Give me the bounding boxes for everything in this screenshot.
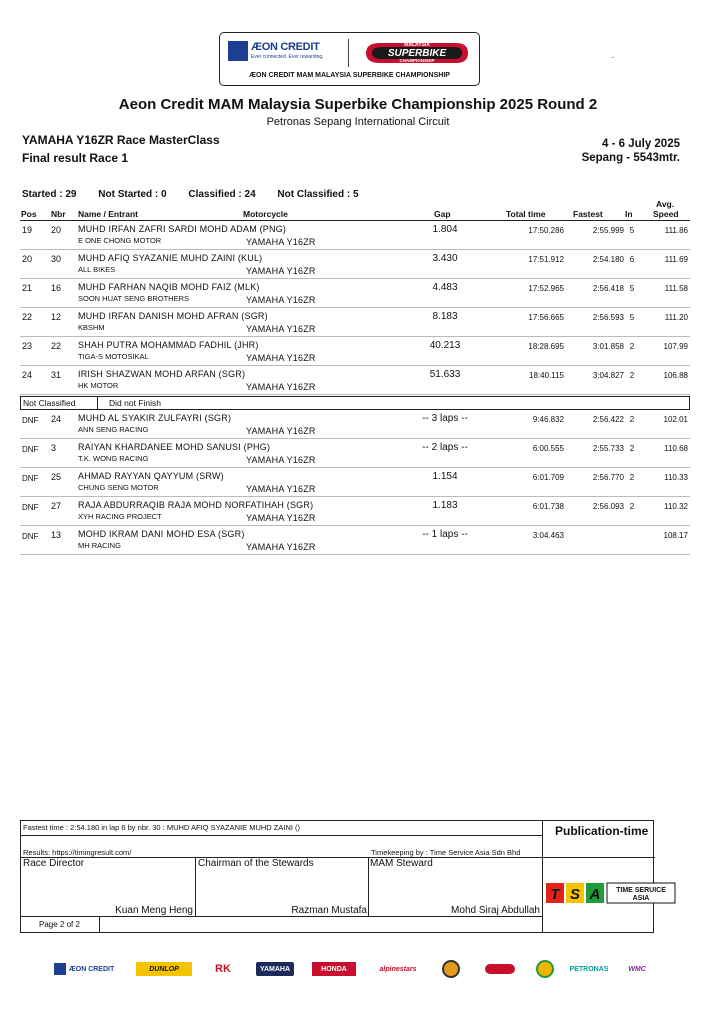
- col-gap: Gap: [434, 209, 451, 219]
- cell-fastest: 2:56.593: [592, 313, 624, 322]
- cell-total-time: 18:28.695: [528, 342, 564, 351]
- footer-divider: [99, 916, 100, 933]
- cell-motorcycle: YAMAHA Y16ZR: [246, 237, 316, 247]
- cell-avg-speed: 110.33: [664, 473, 688, 482]
- cell-fastest: 2:55.733: [592, 444, 624, 453]
- cell-gap: 4.483: [432, 282, 458, 293]
- cell-in-lap: 2: [629, 502, 635, 511]
- cell-entrant: MH RACING: [78, 541, 121, 550]
- cell-total-time: 17:50.286: [528, 226, 564, 235]
- cell-entrant: SOON HUAT SENG BROTHERS: [78, 294, 189, 303]
- footer-divider: [195, 857, 196, 916]
- cell-total-time: 6:00.555: [532, 444, 564, 453]
- cell-nbr: 20: [51, 225, 62, 235]
- svg-text:S: S: [569, 886, 581, 903]
- cell-pos: 23: [22, 341, 33, 351]
- cell-total-time: 17:56.665: [528, 313, 564, 322]
- cell-pos: DNF: [22, 445, 39, 454]
- cell-gap: 1.154: [432, 471, 458, 482]
- table-row: [20, 221, 690, 250]
- cell-fastest: 2:56.418: [592, 284, 624, 293]
- cell-pos: 22: [22, 312, 33, 322]
- publication-time-label: Publication-time: [555, 824, 649, 838]
- sponsor-yamaha-logo: YAMAHA: [256, 962, 294, 976]
- cell-total-time: 6:01.709: [532, 473, 564, 482]
- superbike-logo-icon: [360, 39, 472, 67]
- role-race-director: Race Director: [23, 858, 85, 869]
- sponsor-badge-icon: [440, 962, 462, 976]
- logo-divider: [348, 39, 349, 67]
- cell-entrant: E ONE CHONG MOTOR: [78, 236, 162, 245]
- not-classified-band: [20, 396, 690, 410]
- cell-nbr: 25: [51, 472, 62, 482]
- cell-nbr: 3: [51, 443, 57, 453]
- cell-avg-speed: 102.01: [663, 415, 688, 424]
- cell-entrant: XYH RACING PROJECT: [78, 512, 162, 521]
- sponsor-dunlop-logo: DUNLOP: [136, 962, 192, 976]
- cell-pos: 19: [22, 225, 33, 235]
- cell-motorcycle: YAMAHA Y16ZR: [246, 324, 316, 334]
- publication-time-box: [542, 821, 654, 857]
- cell-total-time: 3:04.463: [532, 531, 564, 540]
- cell-avg-speed: 110.68: [664, 444, 688, 453]
- cell-motorcycle: YAMAHA Y16ZR: [246, 353, 316, 363]
- cell-rider-name: AHMAD RAYYAN QAYYUM (SRW): [78, 471, 224, 481]
- table-row: [20, 497, 690, 526]
- col-fastest: Fastest: [573, 209, 603, 219]
- cell-motorcycle: YAMAHA Y16ZR: [246, 295, 316, 305]
- footer-rule: [21, 835, 542, 836]
- svg-text:SUPERBIKE: SUPERBIKE: [387, 48, 447, 59]
- cell-fastest: 2:55.999: [592, 226, 624, 235]
- cell-avg-speed: 111.58: [664, 284, 688, 293]
- cell-entrant: ANN SENG RACING: [78, 425, 149, 434]
- footer-rule: [21, 857, 655, 858]
- sig-race-director: Kuan Meng Heng: [115, 905, 193, 916]
- cell-rider-name: RAJA ABDURRAQIB RAJA MOHD NORFATIHAH (SGR): [78, 500, 314, 510]
- cell-nbr: 30: [51, 254, 62, 264]
- cell-rider-name: SHAH PUTRA MOHAMMAD FADHIL (JHR): [78, 340, 259, 350]
- cell-avg-speed: 107.99: [663, 342, 688, 351]
- table-row: [20, 337, 690, 366]
- svg-text:TIME SERUICE: TIME SERUICE: [616, 887, 666, 894]
- table-row: [20, 308, 690, 337]
- cell-pos: DNF: [22, 474, 39, 483]
- cell-in-lap: 5: [629, 226, 635, 235]
- results-table-header: [20, 199, 690, 221]
- svg-text:T: T: [550, 886, 560, 903]
- cell-motorcycle: YAMAHA Y16ZR: [246, 266, 316, 276]
- cell-gap: -- 1 laps --: [422, 529, 468, 540]
- col-speed: Speed: [653, 209, 679, 219]
- stat-started: Started : 29: [22, 189, 77, 200]
- cell-entrant: KBSHM: [78, 323, 105, 332]
- cell-total-time: 17:51.912: [528, 255, 564, 264]
- page-number: Page 2 of 2: [39, 920, 80, 929]
- cell-rider-name: MUHD FARHAN NAQIB MOHD FAIZ (MLK): [78, 282, 260, 292]
- table-row: [20, 366, 690, 395]
- cell-in-lap: 6: [629, 255, 635, 264]
- sponsor-emblem-icon: [482, 962, 518, 976]
- cell-in-lap: 2: [629, 473, 635, 482]
- cell-fastest: 3:04.827: [592, 371, 624, 380]
- cell-motorcycle: YAMAHA Y16ZR: [246, 542, 316, 552]
- header-mark: [612, 57, 614, 58]
- footer-rule: [21, 916, 542, 917]
- sponsor-aeon-logo: ÆON CREDIT: [50, 962, 118, 976]
- svg-text:A: A: [589, 886, 601, 903]
- sponsor-alpinestars-logo: alpinestars: [379, 965, 417, 973]
- col-in: In: [625, 209, 633, 219]
- cell-in-lap: 2: [629, 415, 635, 424]
- cell-fastest: 2:54.180: [592, 255, 624, 264]
- cell-gap: -- 3 laps --: [422, 413, 468, 424]
- footer-divider: [542, 857, 543, 933]
- table-row: [20, 279, 690, 308]
- cell-motorcycle: YAMAHA Y16ZR: [246, 455, 316, 465]
- role-chairman: Chairman of the Stewards: [198, 858, 314, 869]
- timekeeping-note: Timekeeping by : Time Service Asia Sdn Bhd: [371, 848, 521, 857]
- cell-motorcycle: YAMAHA Y16ZR: [246, 513, 316, 523]
- cell-gap: 1.183: [432, 500, 458, 511]
- cell-nbr: 27: [51, 501, 62, 511]
- cell-pos: 24: [22, 370, 33, 380]
- cell-entrant: ALL BIKES: [78, 265, 116, 274]
- cell-nbr: 24: [51, 414, 62, 424]
- cell-gap: 51.633: [429, 369, 461, 380]
- col-total: Total time: [506, 209, 546, 219]
- cell-in-lap: 5: [629, 313, 635, 322]
- cell-pos: DNF: [22, 532, 39, 541]
- footer-box: [20, 820, 654, 933]
- cell-entrant: TIGA-S MOTOSIKAL: [78, 352, 149, 361]
- svg-text:CHAMPIONSHIP: CHAMPIONSHIP: [399, 58, 435, 63]
- cell-gap: 40.213: [429, 340, 461, 351]
- col-avg: Avg.: [656, 199, 675, 209]
- cell-entrant: HK MOTOR: [78, 381, 119, 390]
- table-row: [20, 410, 690, 439]
- sponsor-rk-logo: RK: [215, 963, 231, 975]
- not-classified-divider: [97, 397, 98, 409]
- stat-classified: Classified : 24: [188, 189, 256, 200]
- cell-rider-name: MUHD IRFAN ZAFRI SARDI MOHD ADAM (PNG): [78, 224, 287, 234]
- cell-rider-name: MUHD AL SYAKIR ZULFAYRI (SGR): [78, 413, 232, 423]
- cell-pos: 20: [22, 254, 33, 264]
- cell-avg-speed: 111.86: [664, 226, 688, 235]
- cell-fastest: 2:56.422: [592, 415, 624, 424]
- cell-rider-name: MUHD AFIQ SYAZANIE MUHD ZAINI (KUL): [78, 253, 263, 263]
- cell-gap: 1.804: [432, 224, 458, 235]
- cell-avg-speed: 108.17: [663, 531, 688, 540]
- table-row: [20, 526, 690, 555]
- tsa-logo-icon: [546, 881, 676, 905]
- col-pos: Pos: [21, 209, 37, 219]
- cell-nbr: 13: [51, 530, 62, 540]
- cell-in-lap: 2: [629, 371, 635, 380]
- fastest-time-note: Fastest time : 2:54.180 in lap 6 by nbr. 30 : MUHD AFIQ SYAZANIE MUHD ZAINI (): [23, 823, 301, 832]
- cell-avg-speed: 111.20: [664, 313, 688, 322]
- col-name: Name / Entrant: [78, 209, 138, 219]
- championship-logo: [219, 32, 480, 86]
- cell-gap: -- 2 laps --: [422, 442, 468, 453]
- col-nbr: Nbr: [51, 209, 66, 219]
- event-date: 4 - 6 July 2025: [602, 138, 680, 150]
- cell-motorcycle: YAMAHA Y16ZR: [246, 382, 316, 392]
- aeon-logo-icon: [228, 41, 248, 61]
- cell-rider-name: MUHD IRFAN DANISH MOHD AFRAN (SGR): [78, 311, 268, 321]
- aeon-logo-text: ÆON CREDIT: [251, 41, 320, 53]
- cell-in-lap: 2: [629, 444, 635, 453]
- cell-fastest: 2:56.093: [592, 502, 624, 511]
- cell-nbr: 16: [51, 283, 62, 293]
- cell-fastest: 2:56.770: [592, 473, 624, 482]
- cell-nbr: 31: [51, 370, 62, 380]
- cell-pos: DNF: [22, 416, 39, 425]
- role-steward: MAM Steward: [370, 858, 433, 869]
- aeon-square-icon: [54, 963, 66, 975]
- logo-caption: ÆON CREDIT MAM MALAYSIA SUPERBIKE CHAMPIONSHIP: [249, 72, 450, 79]
- table-row: [20, 439, 690, 468]
- svg-text:MALAYSIA: MALAYSIA: [404, 42, 430, 48]
- cell-total-time: 18:40.115: [529, 371, 564, 380]
- stat-not-classified: Not Classified : 5: [277, 189, 359, 200]
- result-title: Final result Race 1: [22, 151, 129, 165]
- cell-gap: 3.430: [432, 253, 458, 264]
- sponsor-strip: [50, 958, 660, 980]
- sponsor-seal-icon: [534, 962, 556, 976]
- cell-total-time: 9:46.832: [532, 415, 564, 424]
- page-title: Aeon Credit MAM Malaysia Superbike Championship 2025 Round 2: [118, 96, 598, 113]
- svg-text:ASIA: ASIA: [632, 895, 650, 902]
- cell-total-time: 17:52.965: [528, 284, 564, 293]
- cell-rider-name: MOHD IKRAM DANI MOHD ESA (SGR): [78, 529, 245, 539]
- sponsor-honda-logo: HONDA: [312, 962, 356, 976]
- circuit-name: Petronas Sepang International Circuit: [266, 116, 450, 128]
- sponsor-wmc-logo: WMC: [628, 965, 646, 973]
- footer-divider: [368, 857, 369, 916]
- cell-avg-speed: 111.69: [664, 255, 688, 264]
- cell-pos: 21: [22, 283, 33, 293]
- cell-in-lap: 2: [629, 342, 635, 351]
- sig-chairman: Razman Mustafa: [291, 905, 367, 916]
- table-row: [20, 250, 690, 279]
- cell-motorcycle: YAMAHA Y16ZR: [246, 484, 316, 494]
- cell-rider-name: RAIYAN KHARDANEE MOHD SANUSI (PHG): [78, 442, 271, 452]
- cell-nbr: 12: [51, 312, 62, 322]
- sponsor-petronas-logo: PETRONAS: [569, 965, 609, 973]
- cell-avg-speed: 110.32: [664, 502, 688, 511]
- event-venue: Sepang - 5543mtr.: [581, 152, 680, 164]
- cell-nbr: 22: [51, 341, 62, 351]
- race-class: YAMAHA Y16ZR Race MasterClass: [22, 133, 220, 147]
- cell-total-time: 6:01.738: [532, 502, 564, 511]
- cell-entrant: T.K. WONG RACING: [78, 454, 149, 463]
- cell-in-lap: 5: [629, 284, 635, 293]
- cell-rider-name: IRISH SHAZWAN MOHD ARFAN (SGR): [78, 369, 246, 379]
- cell-motorcycle: YAMAHA Y16ZR: [246, 426, 316, 436]
- stat-not-started: Not Started : 0: [98, 189, 167, 200]
- cell-avg-speed: 106.88: [663, 371, 688, 380]
- cell-pos: DNF: [22, 503, 39, 512]
- not-classified-reason: Did not Finish: [109, 398, 161, 408]
- aeon-logo-tagline: Ever connected. Ever rewarding.: [251, 54, 324, 60]
- cell-gap: 8.183: [432, 311, 458, 322]
- sig-steward: Mohd Siraj Abdullah: [451, 905, 540, 916]
- table-row: [20, 468, 690, 497]
- cell-entrant: CHUNG SENG MOTOR: [78, 483, 159, 492]
- cell-fastest: 3:01.858: [592, 342, 624, 351]
- results-url[interactable]: Results: https://timingresult.com/: [23, 848, 132, 857]
- not-classified-label: Not Classified: [23, 398, 76, 408]
- col-motorcycle: Motorcycle: [243, 209, 288, 219]
